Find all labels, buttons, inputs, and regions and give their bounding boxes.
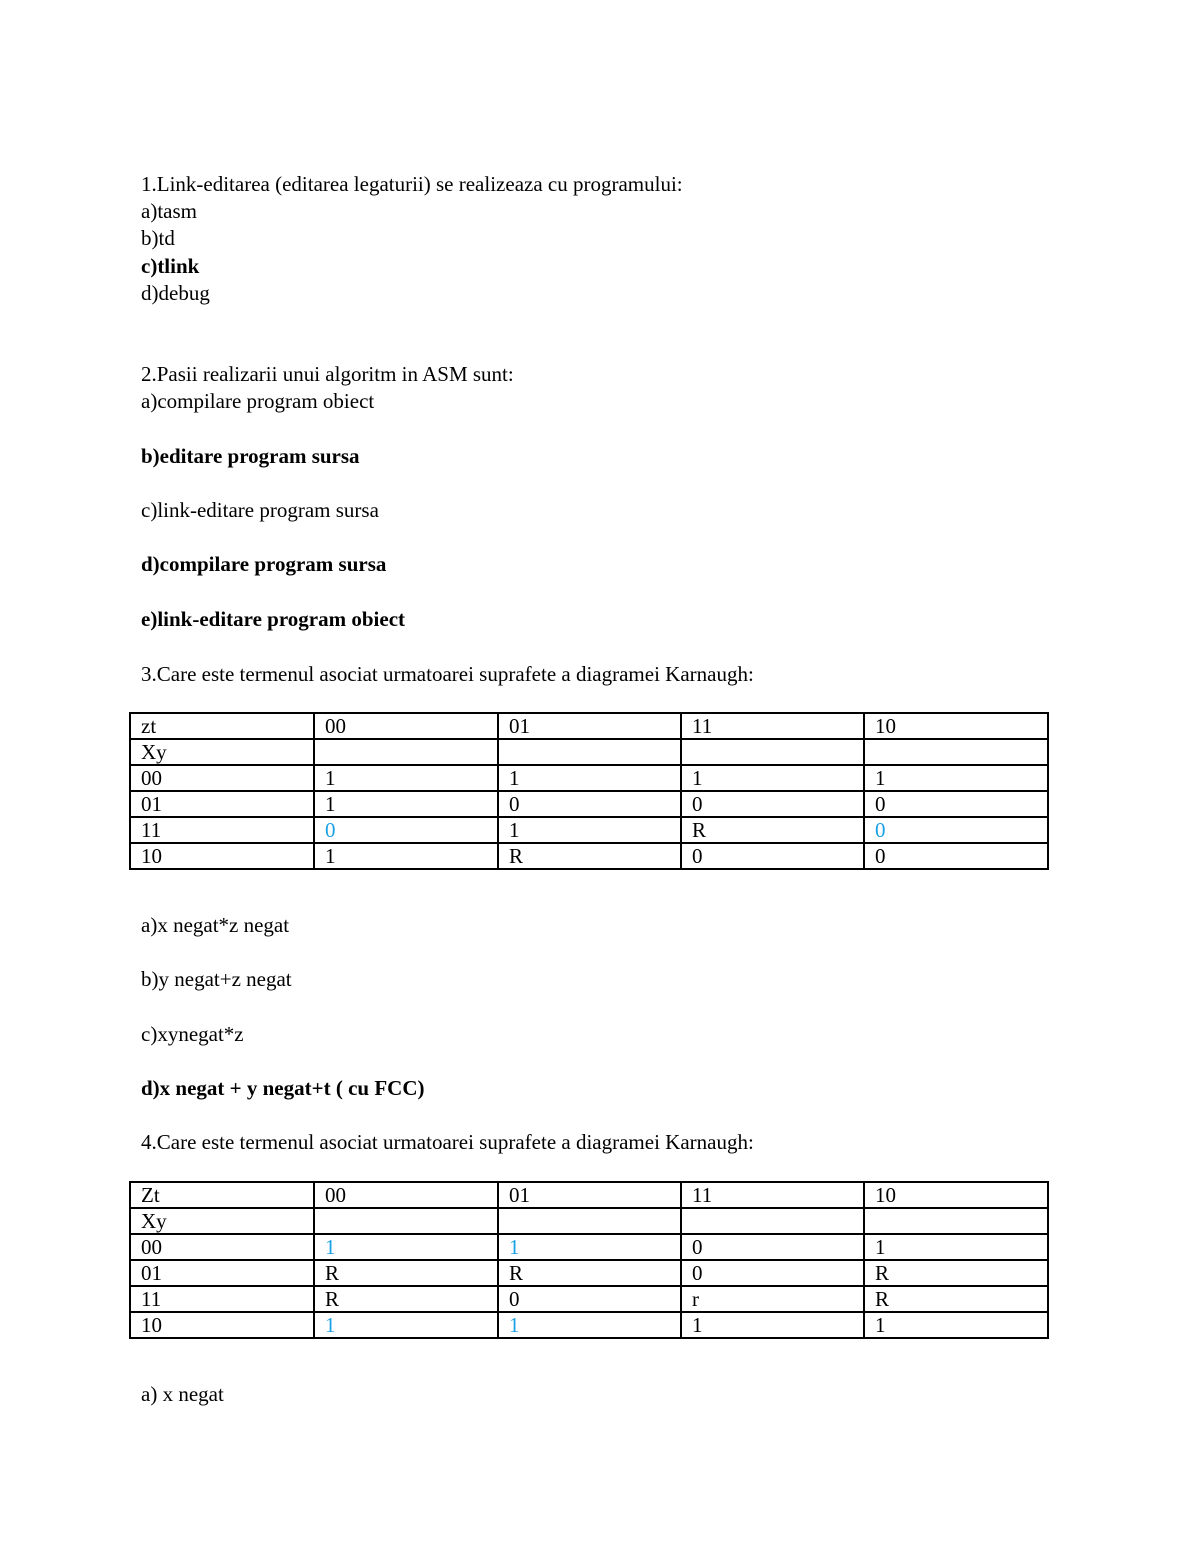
table-cell: R — [498, 1260, 681, 1286]
table-cell: R — [864, 1286, 1048, 1312]
table-row — [130, 1182, 1048, 1208]
table-row — [130, 713, 1048, 739]
table-cell — [681, 739, 864, 765]
table-cell: 1 — [498, 817, 681, 843]
table-cell: 0 — [864, 843, 1048, 869]
table-cell — [314, 1208, 498, 1234]
table-cell — [864, 1208, 1048, 1234]
table-row — [130, 1260, 1048, 1286]
table-cell: Zt — [130, 1182, 314, 1208]
table-cell: Xy — [130, 1208, 314, 1234]
table-cell — [681, 1208, 864, 1234]
q1-option-b: b)td — [141, 226, 175, 250]
table-cell: 11 — [681, 1182, 864, 1208]
table-cell: 01 — [130, 1260, 314, 1286]
table-cell: 00 — [130, 765, 314, 791]
table-cell: Xy — [130, 739, 314, 765]
q2-option-b: b)editare program sursa — [141, 444, 360, 468]
table-cell: 11 — [130, 817, 314, 843]
table-cell: 1 — [314, 1312, 498, 1338]
table-cell: 0 — [681, 791, 864, 817]
table-cell: 0 — [681, 843, 864, 869]
table-cell: 1 — [864, 1312, 1048, 1338]
table-cell: 0 — [681, 1260, 864, 1286]
table-cell — [498, 1208, 681, 1234]
q3-option-b: b)y negat+z negat — [141, 967, 292, 991]
table-cell: 1 — [314, 843, 498, 869]
table-cell: 1 — [314, 1234, 498, 1260]
table-cell: r — [681, 1286, 864, 1312]
table-cell: 01 — [498, 713, 681, 739]
q3-question: 3.Care este termenul asociat urmatoarei suprafete a diagramei Karnaugh: — [141, 662, 754, 686]
q1-option-d: d)debug — [141, 281, 210, 305]
q1-option-c: c)tlink — [141, 254, 200, 278]
table-cell: 1 — [681, 1312, 864, 1338]
table-row — [130, 791, 1048, 817]
q4-question: 4.Care este termenul asociat urmatoarei suprafete a diagramei Karnaugh: — [141, 1130, 754, 1154]
q4-karnaugh-table — [129, 1181, 1049, 1339]
table-cell: R — [314, 1260, 498, 1286]
table-row — [130, 765, 1048, 791]
q2-option-c: c)link-editare program sursa — [141, 498, 379, 522]
table-cell: R — [314, 1286, 498, 1312]
table-cell: 0 — [498, 791, 681, 817]
table-cell: 1 — [314, 765, 498, 791]
table-cell: 0 — [864, 817, 1048, 843]
table-cell: R — [864, 1260, 1048, 1286]
table-cell: 1 — [314, 791, 498, 817]
table-cell: 01 — [498, 1182, 681, 1208]
table-row — [130, 1208, 1048, 1234]
q3-option-a: a)x negat*z negat — [141, 913, 290, 937]
table-cell: R — [498, 843, 681, 869]
table-cell: 10 — [130, 1312, 314, 1338]
q2-option-e: e)link-editare program obiect — [141, 607, 406, 631]
table-cell — [864, 739, 1048, 765]
table-cell: 10 — [130, 843, 314, 869]
q2-question: 2.Pasii realizarii unui algoritm in ASM sunt: — [141, 362, 514, 386]
table-cell: 1 — [498, 1312, 681, 1338]
table-cell: 10 — [864, 713, 1048, 739]
table-cell: 1 — [864, 1234, 1048, 1260]
table-cell: 11 — [681, 713, 864, 739]
q3-option-c: c)xynegat*z — [141, 1022, 244, 1046]
q1-option-a: a)tasm — [141, 199, 197, 223]
table-cell: zt — [130, 713, 314, 739]
table-row — [130, 1286, 1048, 1312]
table-row — [130, 843, 1048, 869]
table-row — [130, 817, 1048, 843]
table-cell: 1 — [864, 765, 1048, 791]
table-cell — [498, 739, 681, 765]
table-cell: 11 — [130, 1286, 314, 1312]
table-row — [130, 739, 1048, 765]
table-cell: 0 — [681, 1234, 864, 1260]
table-row — [130, 1312, 1048, 1338]
table-cell — [314, 739, 498, 765]
table-cell: 10 — [864, 1182, 1048, 1208]
table-row — [130, 1234, 1048, 1260]
table-cell: R — [681, 817, 864, 843]
table-cell: 0 — [498, 1286, 681, 1312]
q4-option-a: a) x negat — [141, 1382, 224, 1406]
table-cell: 01 — [130, 791, 314, 817]
table-cell: 00 — [130, 1234, 314, 1260]
q2-option-a: a)compilare program obiect — [141, 389, 375, 413]
table-cell: 1 — [681, 765, 864, 791]
q1-question: 1.Link-editarea (editarea legaturii) se realizeaza cu programului: — [141, 172, 683, 196]
q2-option-d: d)compilare program sursa — [141, 552, 387, 576]
q3-karnaugh-table — [129, 712, 1049, 870]
table-cell: 00 — [314, 1182, 498, 1208]
table-cell: 00 — [314, 713, 498, 739]
table-cell: 0 — [314, 817, 498, 843]
table-cell: 1 — [498, 1234, 681, 1260]
table-cell: 1 — [498, 765, 681, 791]
table-cell: 0 — [864, 791, 1048, 817]
q3-option-d: d)x negat + y negat+t ( cu FCC) — [141, 1076, 425, 1100]
